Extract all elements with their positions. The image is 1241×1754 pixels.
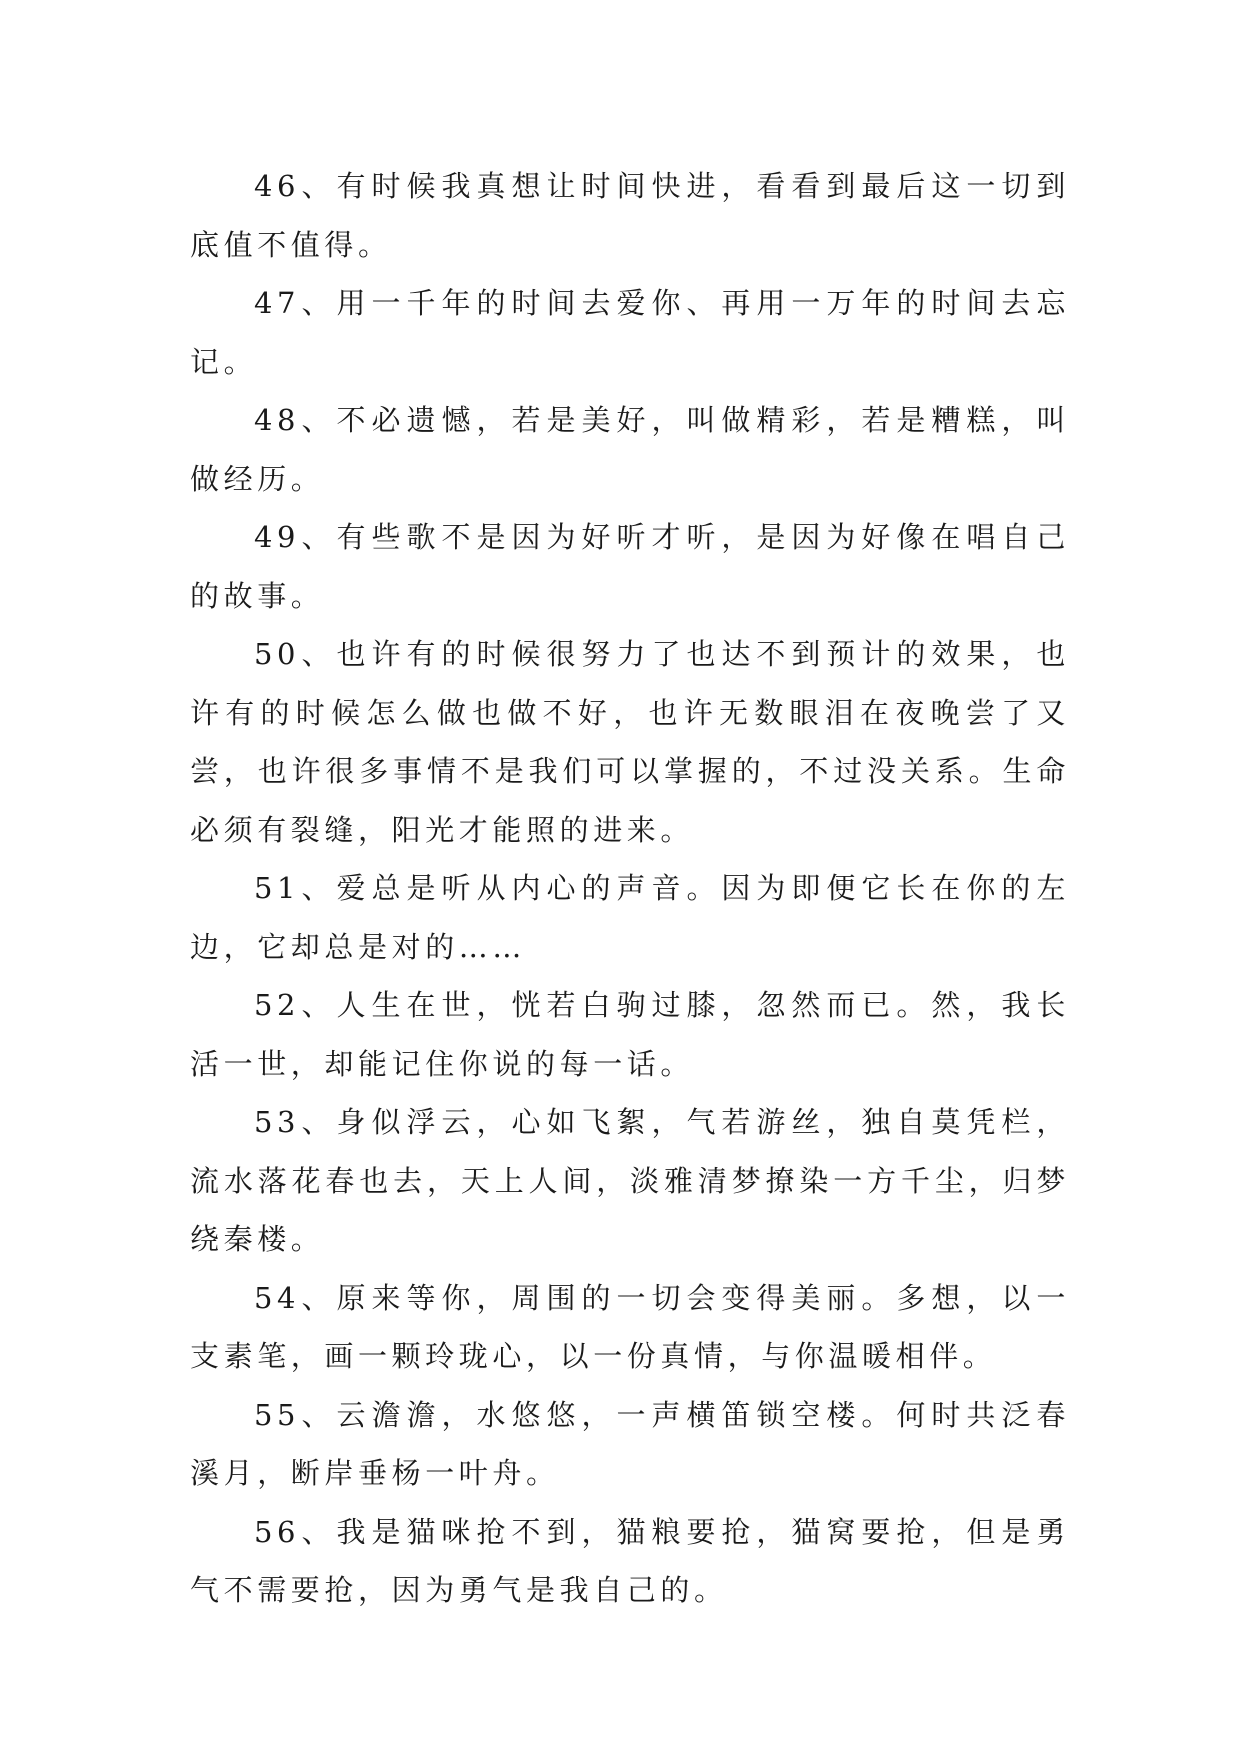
document-body bbox=[190, 157, 1070, 1620]
quote-paragraph-55: 55、云澹澹，水悠悠，一声横笛锁空楼。何时共泛春溪月，断岸垂杨一叶舟。 bbox=[190, 1397, 1070, 1490]
quote-paragraph-48: 48、不必遗憾，若是美好，叫做精彩，若是糟糕，叫做经历。 bbox=[190, 403, 1070, 496]
quote-paragraph-49: 49、有些歌不是因为好听才听，是因为好像在唱自己的故事。 bbox=[190, 520, 1070, 613]
quote-paragraph-46: 46、有时候我真想让时间快进，看看到最后这一切到底值不值得。 bbox=[190, 169, 1070, 262]
quote-paragraph-51: 51、爱总是听从内心的声音。因为即便它长在你的左边，它却总是对的…… bbox=[190, 871, 1070, 964]
quote-paragraph-52: 52、人生在世，恍若白驹过膝，忽然而已。然，我长活一世，却能记住你说的每一话。 bbox=[190, 988, 1070, 1081]
quote-paragraph-50: 50、也许有的时候很努力了也达不到预计的效果，也许有的时候怎么做也做不好，也许无数眼泪在夜晚尝了又尝，也许很多事情不是我们可以掌握的，不过没关系。生命必须有裂缝，阳光才能照的进来。 bbox=[190, 637, 1070, 847]
quote-paragraph-47: 47、用一千年的时间去爱你、再用一万年的时间去忘记。 bbox=[190, 286, 1070, 379]
quote-paragraph-54: 54、原来等你，周围的一切会变得美丽。多想，以一支素笔，画一颗玲珑心，以一份真情，与你温暖相伴。 bbox=[190, 1280, 1070, 1373]
quote-paragraph-53: 53、身似浮云，心如飞絮，气若游丝，独自莫凭栏，流水落花春也去，天上人间，淡雅清梦撩染一方千尘，归梦绕秦楼。 bbox=[190, 1105, 1070, 1256]
quote-paragraph-56: 56、我是猫咪抢不到，猫粮要抢，猫窝要抢，但是勇气不需要抢，因为勇气是我自己的。 bbox=[190, 1514, 1070, 1607]
